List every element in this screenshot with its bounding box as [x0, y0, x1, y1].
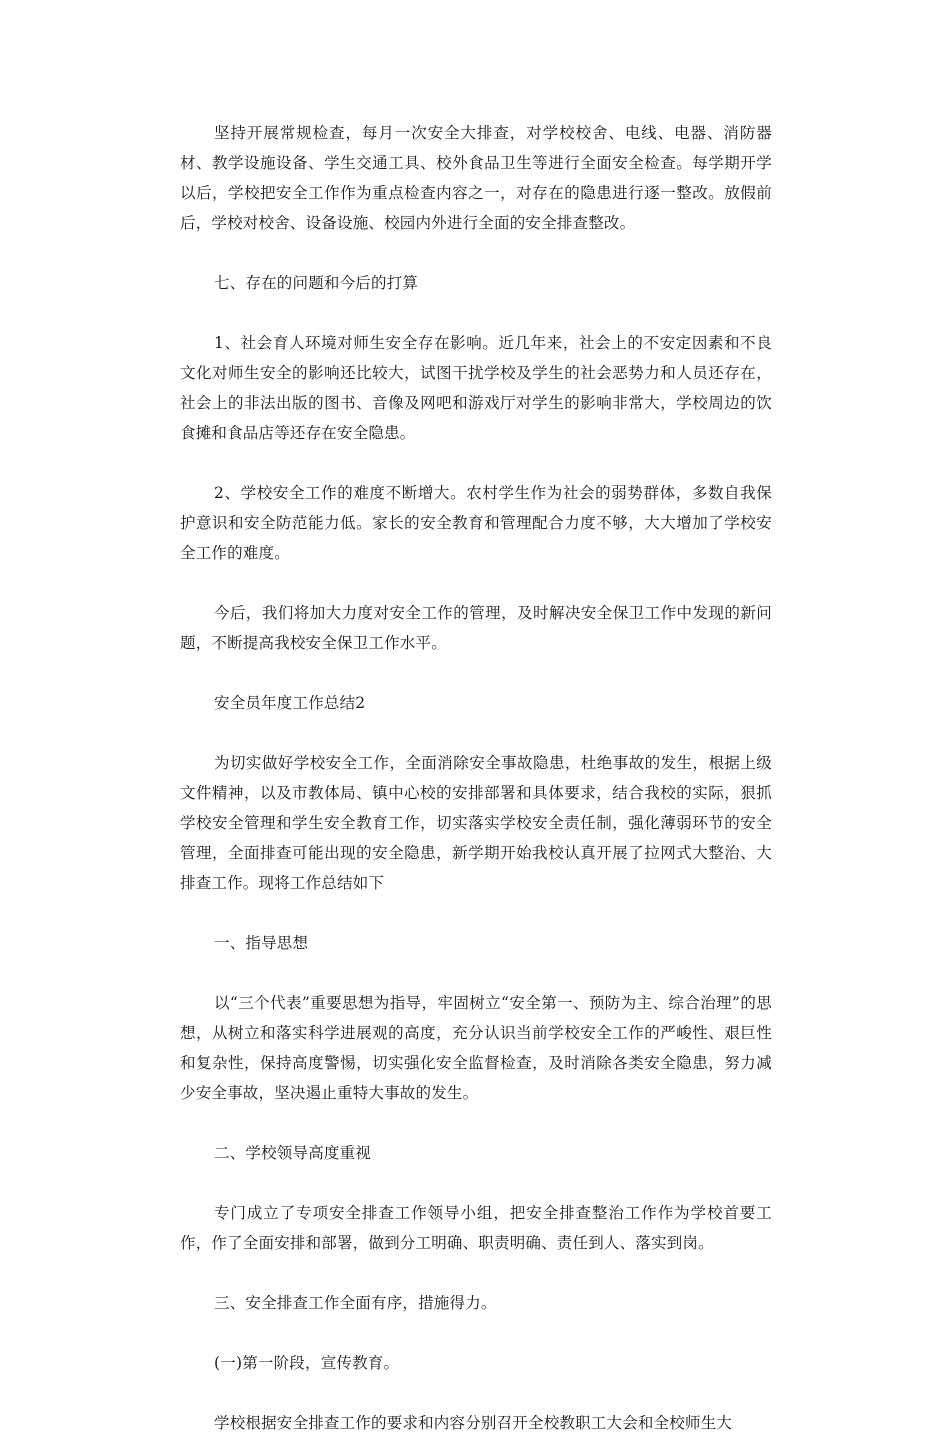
paragraph-difficulty-increase: 2、学校安全工作的难度不断增大。农村学生作为社会的弱势群体，多数自我保护意识和安全防范能力低。家长的安全教育和管理配合力度不够，大大增加了学校安全工作的难度。 [180, 484, 772, 562]
paragraph-summary-intro: 为切实做好学校安全工作，全面消除安全事故隐患，杜绝事故的发生，根据上级文件精神，以及市教体局、镇中心校的安排部署和具体要求，结合我校的实际，狠抓学校安全管理和学生安全教育工作，切实落实学校安全责任制，强化薄弱环节的安全管理，全面排查可能出现的安全隐患，新学期开始我校认真开展了拉网式大整治、大排查工作。现将工作总结如下 [180, 754, 772, 892]
paragraph-guiding-ideology: 以“三个代表”重要思想为指导，牢固树立“安全第一、预防为主、综合治理”的思想，从树立和落实科学进展观的高度，充分认识当前学校安全工作的严峻性、艰巨性和复杂性，保持高度警惕，切实强化安全监督检查，及时消除各类安全隐患，努力减少安全事故，坚决遏止重特大事故的发生。 [180, 994, 772, 1102]
heading-leadership: 二、学校领导高度重视 [214, 1144, 372, 1162]
heading-problems-and-plans: 七、存在的问题和今后的打算 [214, 274, 419, 292]
paragraph-leadership: 专门成立了专项安全排查工作领导小组，把安全排查整治工作作为学校首要工作，作了全面安排和部署，做到分工明确、职责明确、责任到人、落实到岗。 [180, 1204, 772, 1252]
document-page [180, 118, 772, 1438]
paragraph-future-plan: 今后，我们将加大力度对安全工作的管理，及时解决安全保卫工作中发现的新问题，不断提高我校安全保卫工作水平。 [180, 604, 772, 652]
paragraph-social-environment: 1、社会育人环境对师生安全存在影响。近几年来，社会上的不安定因素和不良文化对师生安全的影响还比较大，试图干扰学校及学生的社会恶势力和人员还存在，社会上的非法出版的图书、音像及网吧和游戏厅对学生的影响非常大，学校周边的饮食摊和食品店等还存在安全隐患。 [180, 334, 772, 442]
heading-summary-2: 安全员年度工作总结2 [214, 694, 366, 712]
heading-stage-one: (一)第一阶段，宣传教育。 [214, 1354, 400, 1372]
heading-guiding-ideology: 一、指导思想 [214, 934, 309, 952]
heading-inspection-orderly: 三、安全排查工作全面有序，措施得力。 [214, 1294, 497, 1312]
paragraph-stage-one: 学校根据安全排查工作的要求和内容分别召开全校教职工大会和全校师生大 [214, 1414, 733, 1432]
paragraph-routine-inspection: 坚持开展常规检查，每月一次安全大排查，对学校校舍、电线、电器、消防器材、教学设施设备、学生交通工具、校外食品卫生等进行全面安全检查。每学期开学以后，学校把安全工作作为重点检查内容之一，对存在的隐患进行逐一整改。放假前后，学校对校舍、设备设施、校园内外进行全面的安全排查整改。 [180, 124, 772, 232]
